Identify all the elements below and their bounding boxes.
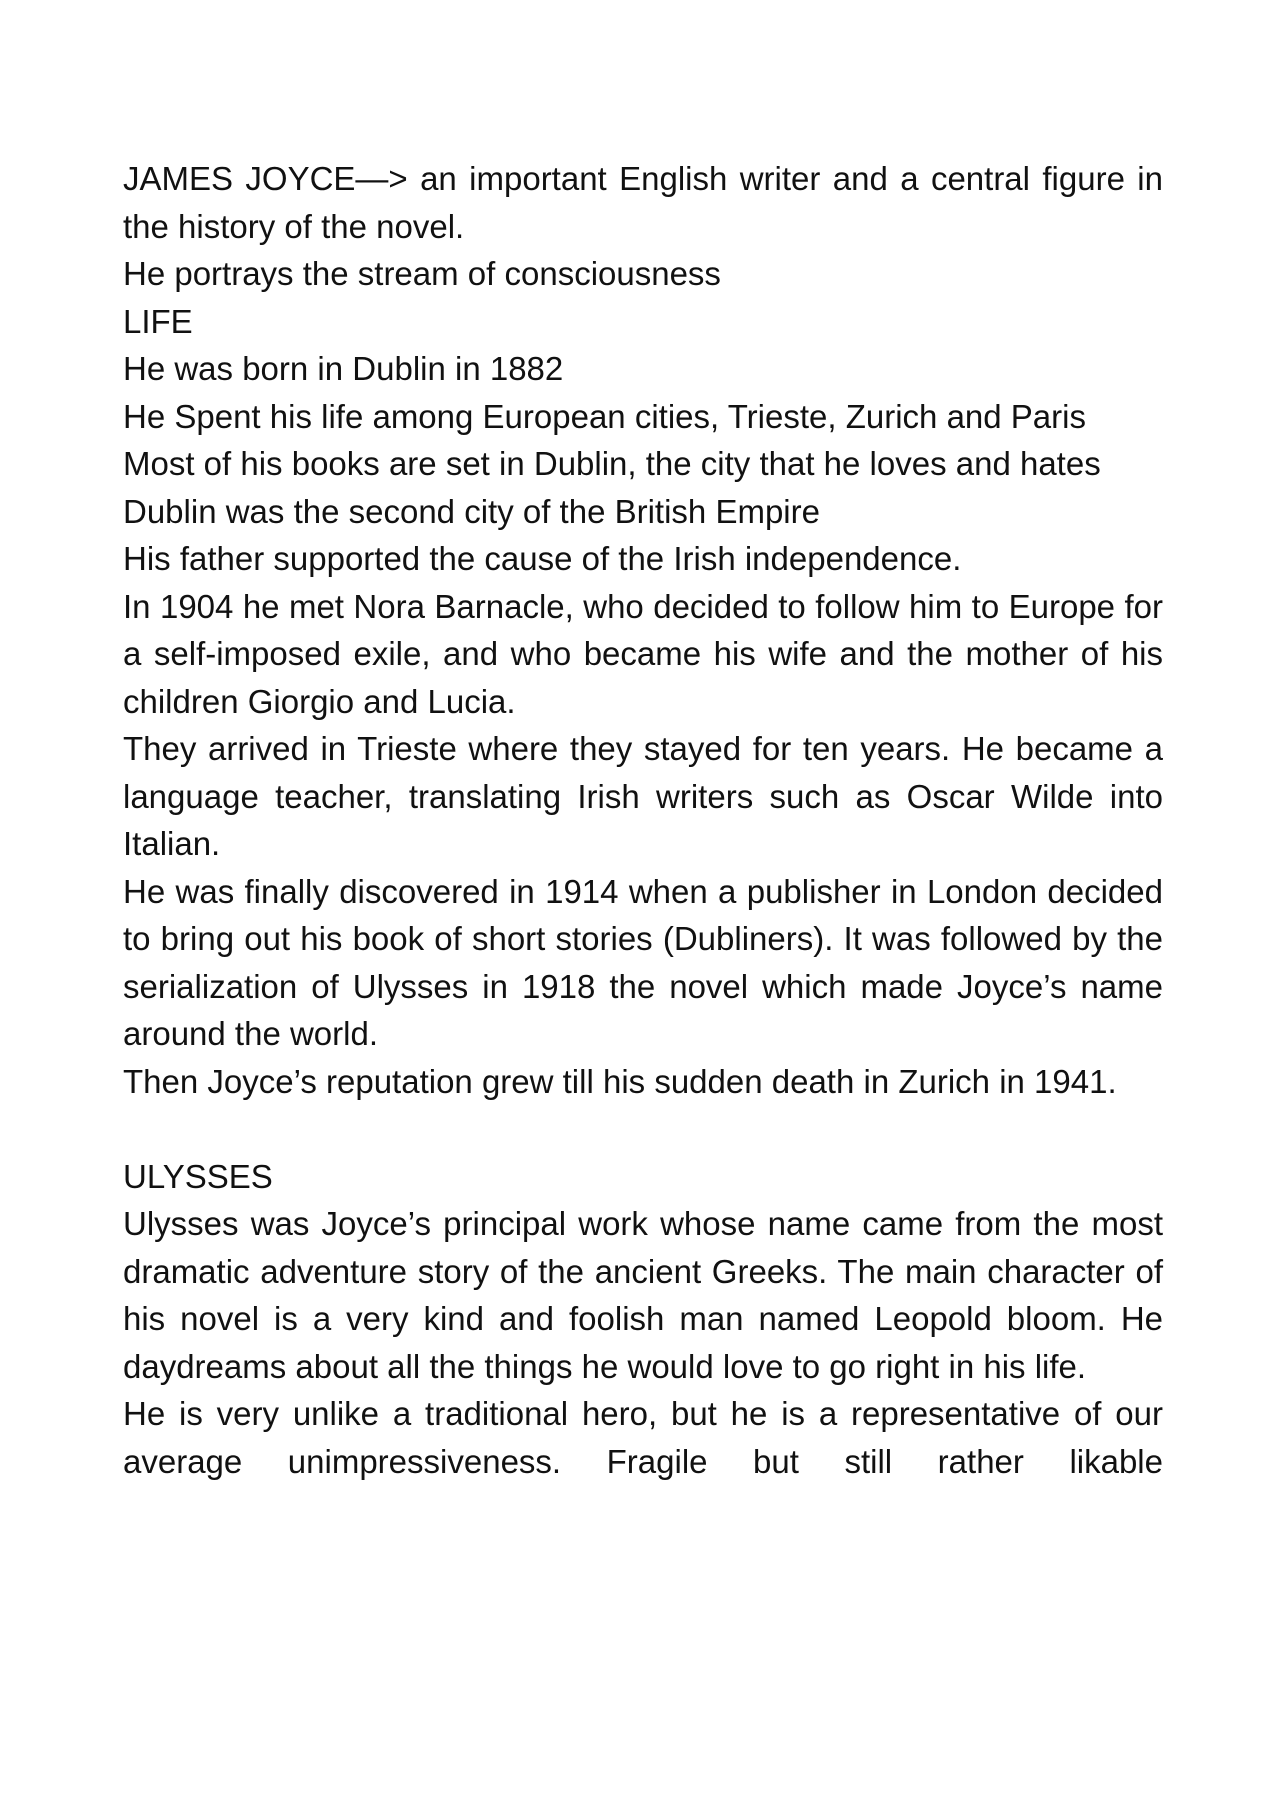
blank-line <box>123 1105 1163 1153</box>
nora-barnacle-paragraph: In 1904 he met Nora Barnacle, who decided to follow him to Europe for a self-imposed exile, and who became his wife and the mother of his children Giorgio and Lucia. <box>123 587 1163 720</box>
dublin-empire-line: Dublin was the second city of the British Empire <box>123 492 820 530</box>
reputation-paragraph: Then Joyce’s reputation grew till his sudden death in Zurich in 1941. <box>123 1062 1117 1100</box>
trieste-paragraph: They arrived in Trieste where they stayed for ten years. He became a language teacher, translating Irish writers such as Oscar Wilde into Italian. <box>123 730 1163 862</box>
document-body <box>123 155 1163 1485</box>
birth-line: He was born in Dublin in 1882 <box>123 350 564 387</box>
intro-paragraph: JAMES JOYCE—> an important English writer and a central figure in the history of the novel. <box>123 160 1163 245</box>
section-heading-ulysses: ULYSSES <box>123 1157 273 1195</box>
father-line: His father supported the cause of the Irish independence. <box>123 540 962 577</box>
hero-paragraph: He is very unlike a traditional hero, but he is a representative of our average unimpressiveness. Fragile but still rather likable <box>123 1395 1163 1480</box>
section-heading-life: LIFE <box>123 302 193 340</box>
european-cities-line: He Spent his life among European cities, Trieste, Zurich and Paris <box>123 397 1086 435</box>
stream-of-consciousness-line: He portrays the stream of consciousness <box>123 255 721 292</box>
discovery-paragraph: He was finally discovered in 1914 when a publisher in London decided to bring out his book of short stories (Dubliners). It was followed by the serialization of Ulysses in 1918 the novel which made Joyce’s name around the world. <box>123 872 1163 1052</box>
ulysses-paragraph: Ulysses was Joyce’s principal work whose name came from the most dramatic adventure story of the ancient Greeks. The main character of his novel is a very kind and foolish man named Leopold bloom. He daydreams about all the things he would love to go right in his life. <box>123 1205 1163 1385</box>
dublin-setting-paragraph: Most of his books are set in Dublin, the city that he loves and hates <box>123 445 1101 482</box>
